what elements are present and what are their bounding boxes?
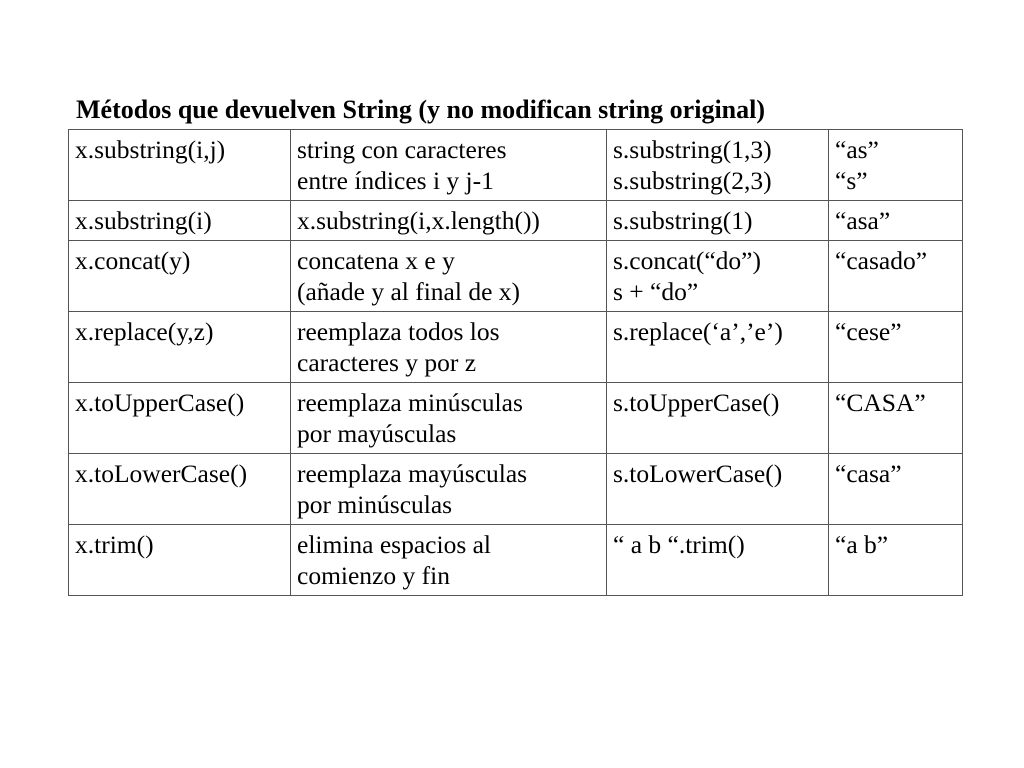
table-body bbox=[69, 130, 963, 596]
cell-text: x.toLowerCase() bbox=[75, 459, 248, 488]
example-cell bbox=[607, 312, 829, 383]
cell-text: s.toLowerCase() bbox=[613, 459, 783, 488]
result-cell bbox=[829, 383, 963, 454]
page-title: Métodos que devuelven String (y no modifican string original) bbox=[76, 95, 766, 124]
cell-text: “casado” bbox=[835, 246, 928, 275]
description-cell bbox=[291, 201, 607, 241]
cell-text: reemplaza mayúsculas bbox=[297, 459, 528, 488]
cell-text: elimina espacios al bbox=[297, 530, 492, 559]
example-cell bbox=[607, 525, 829, 596]
cell-text: por mayúsculas bbox=[297, 419, 457, 448]
methods-table bbox=[68, 129, 963, 596]
table-row bbox=[69, 312, 963, 383]
cell-text: “s” bbox=[835, 166, 868, 195]
cell-text: s.substring(1) bbox=[613, 206, 753, 235]
method-cell bbox=[69, 383, 291, 454]
example-cell bbox=[607, 454, 829, 525]
table-row bbox=[69, 201, 963, 241]
cell-text: caracteres y por z bbox=[297, 348, 477, 377]
cell-text: reemplaza minúsculas bbox=[297, 388, 523, 417]
result-cell bbox=[829, 241, 963, 312]
result-cell bbox=[829, 201, 963, 241]
cell-text: “as” bbox=[835, 135, 879, 164]
cell-text: x.replace(y,z) bbox=[75, 317, 214, 346]
description-cell bbox=[291, 241, 607, 312]
table-row bbox=[69, 525, 963, 596]
cell-text: “CASA” bbox=[835, 388, 926, 417]
cell-text: s.concat(“do”) bbox=[613, 246, 761, 275]
cell-text: concatena x e y bbox=[297, 246, 455, 275]
cell-text: x.concat(y) bbox=[75, 246, 191, 275]
cell-text: “cese” bbox=[835, 317, 902, 346]
cell-text: x.toUpperCase() bbox=[75, 388, 245, 417]
result-cell bbox=[829, 525, 963, 596]
cell-text: s + “do” bbox=[613, 277, 699, 306]
cell-text: s.replace(‘a’,’e’) bbox=[613, 317, 783, 346]
example-cell bbox=[607, 241, 829, 312]
cell-text: x.trim() bbox=[75, 530, 154, 559]
cell-text: por minúsculas bbox=[297, 490, 453, 519]
cell-text: reemplaza todos los bbox=[297, 317, 500, 346]
cell-text: s.toUpperCase() bbox=[613, 388, 780, 417]
method-cell bbox=[69, 312, 291, 383]
method-cell bbox=[69, 241, 291, 312]
cell-text: “a b” bbox=[835, 530, 889, 559]
table-row bbox=[69, 383, 963, 454]
description-cell bbox=[291, 383, 607, 454]
cell-text: s.substring(1,3) bbox=[613, 135, 772, 164]
cell-text: entre índices i y j-1 bbox=[297, 166, 494, 195]
cell-text: (añade y al final de x) bbox=[297, 277, 521, 306]
example-cell bbox=[607, 383, 829, 454]
description-cell bbox=[291, 130, 607, 201]
cell-text: x.substring(i,x.length()) bbox=[297, 206, 540, 235]
cell-text: “ a b “.trim() bbox=[613, 530, 745, 559]
result-cell bbox=[829, 312, 963, 383]
example-cell bbox=[607, 201, 829, 241]
cell-text: string con caracteres bbox=[297, 135, 507, 164]
method-cell bbox=[69, 454, 291, 525]
cell-text: x.substring(i,j) bbox=[75, 135, 226, 164]
method-cell bbox=[69, 130, 291, 201]
cell-text: “asa” bbox=[835, 206, 891, 235]
cell-text: “casa” bbox=[835, 459, 902, 488]
description-cell bbox=[291, 312, 607, 383]
result-cell bbox=[829, 130, 963, 201]
cell-text: s.substring(2,3) bbox=[613, 166, 772, 195]
description-cell bbox=[291, 454, 607, 525]
table-row bbox=[69, 130, 963, 201]
example-cell bbox=[607, 130, 829, 201]
result-cell bbox=[829, 454, 963, 525]
method-cell bbox=[69, 525, 291, 596]
cell-text: comienzo y fin bbox=[297, 561, 450, 590]
method-cell bbox=[69, 201, 291, 241]
cell-text: x.substring(i) bbox=[75, 206, 212, 235]
description-cell bbox=[291, 525, 607, 596]
table-row bbox=[69, 454, 963, 525]
table-row bbox=[69, 241, 963, 312]
